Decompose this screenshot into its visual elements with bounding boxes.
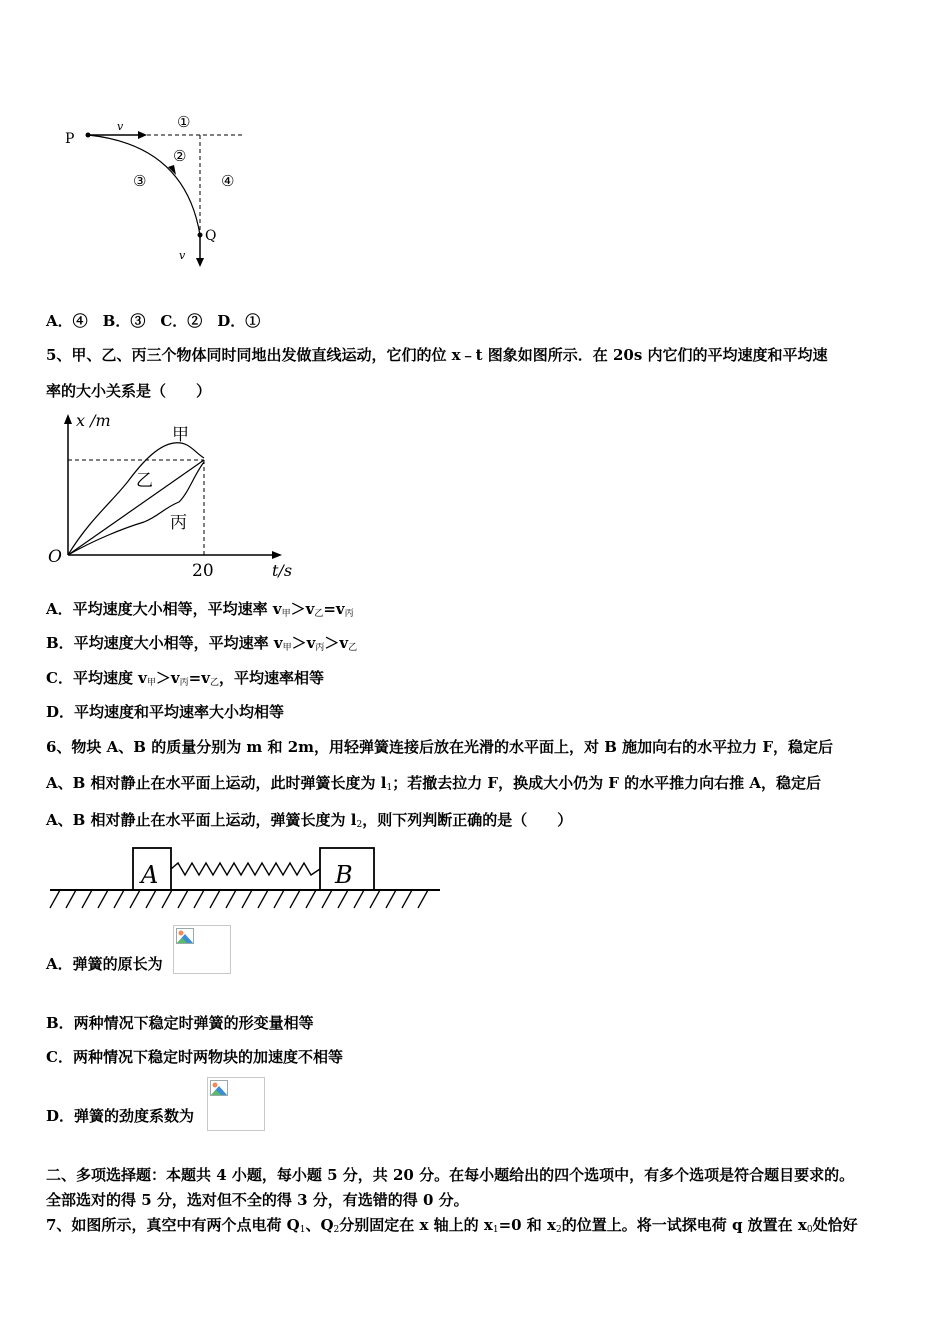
broken-image-icon [210,1080,228,1096]
sub: 甲 [146,678,156,688]
xtick-20: 20 [192,561,214,581]
q6-stem-line1: 6、物块 A、B 的质量分别为 m 和 2m，用轻弹簧连接后放在光滑的水平面上，对 B 施加向右的水平拉力 F，稳定后 [46,738,834,756]
text: A、B 相对静止在水平面上运动，此时弹簧长度为 l [46,774,387,792]
text: 、Q [305,1216,334,1234]
q6-option-a: A．弹簧的原长为 [46,955,163,973]
ground-hatching [50,890,428,908]
label-bing: 丙 [170,513,187,533]
text: ＞v [290,600,315,618]
t-axis-arrow [272,551,282,559]
text: 处恰好 [812,1216,858,1234]
arrowhead-bottom [196,258,204,267]
sub: 乙 [314,609,324,619]
sub: 2 [555,1225,562,1235]
text: B．平均速度大小相等，平均速率 v [46,634,283,652]
x-axis-arrow [64,414,72,424]
sub: 1 [386,783,393,793]
q6-option-b: B．两种情况下稳定时弹簧的形变量相等 [46,1014,314,1032]
text: 的位置上。将一试探电荷 q 放置在 x [561,1216,807,1234]
text: A．平均速度大小相等，平均速率 v [46,600,282,618]
sub: 丙 [179,678,189,688]
arrowhead-top [138,131,147,139]
label-v-top: v [117,120,124,133]
xt-graph [44,410,304,582]
label-v-bottom: v [179,249,186,262]
label-yi: 乙 [136,471,153,491]
text: 分别固定在 x 轴上的 x [339,1216,493,1234]
text: ，则下列判断正确的是（ ） [362,811,573,829]
label-circle-3: ③ [133,172,147,190]
q6-option-d: D．弹簧的劲度系数为 [46,1107,195,1125]
label-jia: 甲 [172,425,189,445]
block-a-label: A [141,861,159,889]
sub: 乙 [348,643,358,653]
label-circle-2: ② [173,147,187,165]
spring [171,863,320,875]
point-p [86,133,91,138]
q6-stem-line2 [46,773,821,798]
label-circle-1: ① [177,113,191,131]
text: =0 和 x [498,1216,556,1234]
q5-option-c [46,668,324,693]
sub: 0 [806,1225,813,1235]
text: A、B 相对静止在水平面上运动，弹簧长度为 l [46,811,357,829]
text: =v [188,669,210,687]
label-q: Q [205,228,217,244]
text: ＞v [155,669,180,687]
section2-heading-line1: 二、多项选择题：本题共 4 小题，每小题 5 分，共 20 分。在每小题给出的四个选项中，有多个选项是符合题目要求的。 [46,1166,855,1184]
text: C．平均速度 v [46,669,147,687]
label-circle-4: ④ [221,172,235,190]
ylabel: x /m [76,411,111,430]
text: ＞v [324,634,349,652]
q4-options: A．④ B．③ C．② D．① [46,312,261,330]
section2-heading-line2: 全部选对的得 5 分，选对但不全的得 3 分，有选错的得 0 分。 [46,1191,469,1209]
origin-label: O [48,547,62,567]
sub: 丙 [344,609,354,619]
xlabel: t/s [272,561,293,580]
q5-stem-line1: 5、甲、乙、丙三个物体同时同地出发做直线运动，它们的位 x﹣t 图象如图所示．在 20s 内它们的平均速度和平均速 [46,346,828,364]
text: ；若撤去拉力 F，换成大小仍为 F 的水平推力向右推 A，稳定后 [392,774,822,792]
q5-option-b [46,633,357,658]
sub: 1 [492,1225,499,1235]
broken-formula-image-a [173,925,231,974]
spring-blocks-figure [46,843,446,913]
text: ＞v [291,634,316,652]
q5-option-d: D．平均速度和平均速率大小均相等 [46,703,285,721]
broken-formula-image-d [207,1077,265,1131]
sub: 1 [299,1225,306,1235]
sub: 甲 [281,609,291,619]
q5-option-a [46,599,354,624]
q7-stem [46,1215,858,1240]
q6-stem-line3 [46,810,572,835]
q5-stem-line2: 率的大小关系是（ ） [46,382,212,400]
sub: 甲 [282,643,292,653]
q6-option-c: C．两种情况下稳定时两物块的加速度不相等 [46,1048,343,1066]
broken-image-icon [176,928,194,944]
curve-path-figure [55,105,255,275]
sub: 乙 [209,678,219,688]
label-p: P [65,131,75,147]
sub: 2 [333,1225,340,1235]
sub: 丙 [315,643,325,653]
text: =v [323,600,345,618]
block-b-label: B [335,861,353,889]
text: 7、如图所示，真空中有两个点电荷 Q [46,1216,300,1234]
text: ，平均速率相等 [218,669,324,687]
sub: 2 [356,820,363,830]
